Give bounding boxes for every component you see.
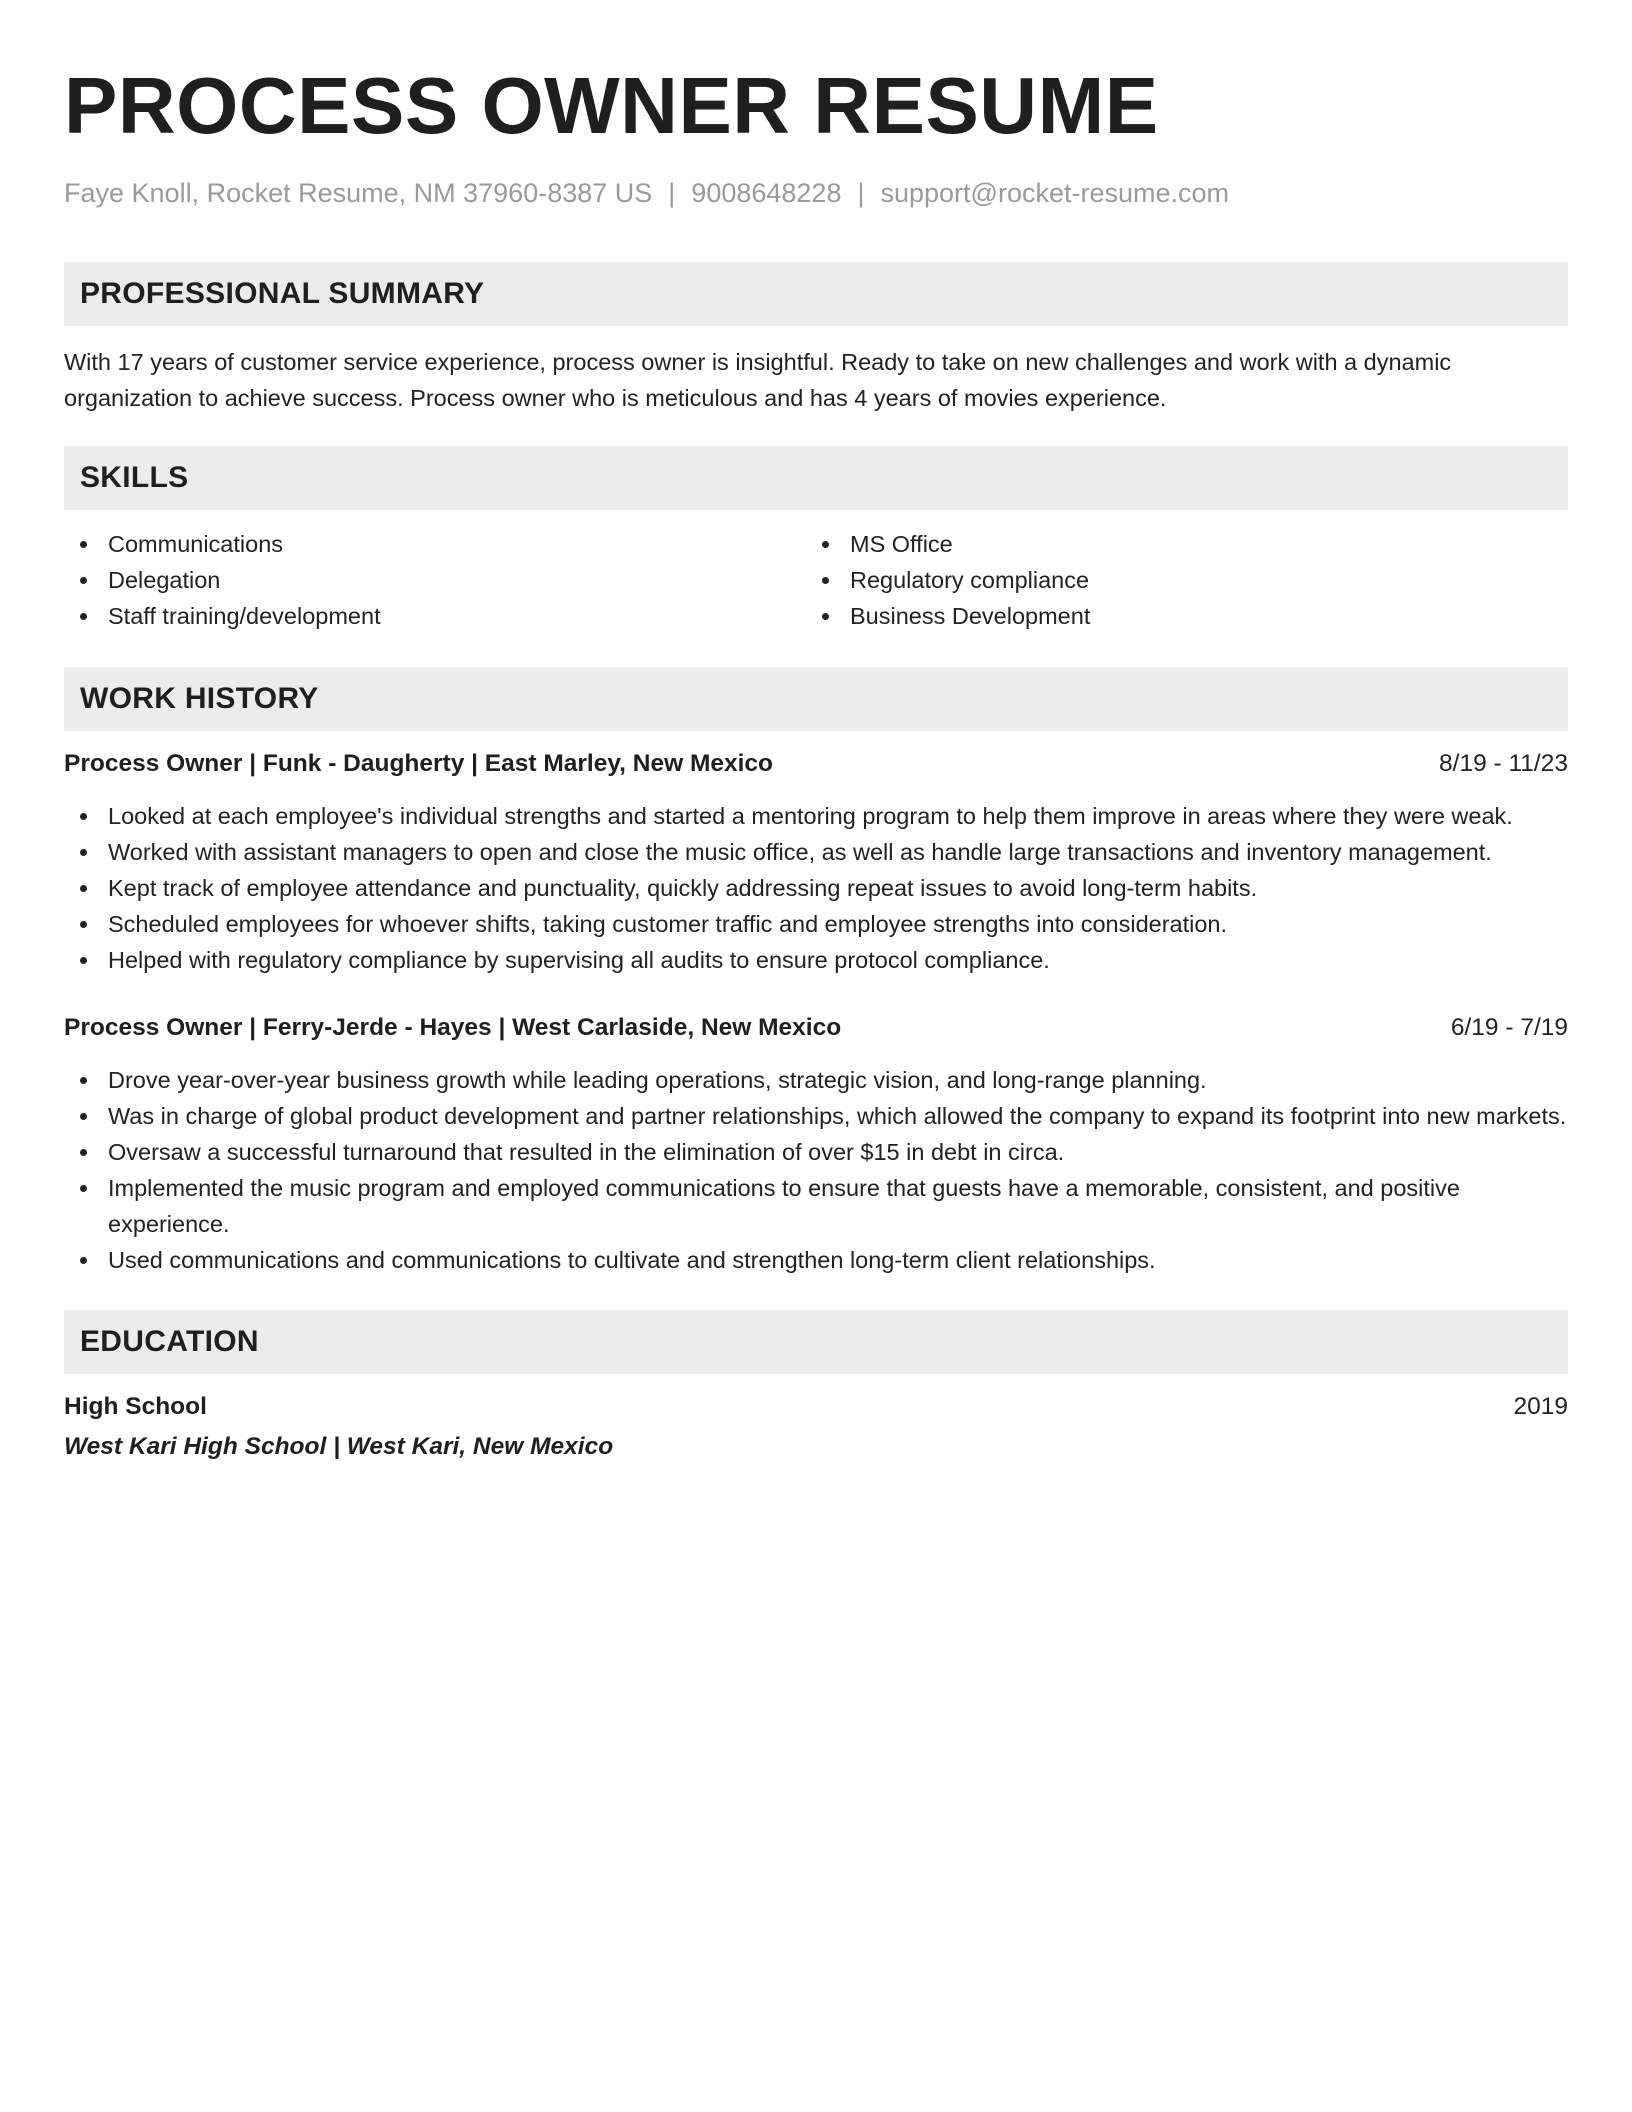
contact-address: Faye Knoll, Rocket Resume, NM 37960-8387 US <box>64 178 653 208</box>
section-heading-summary: PROFESSIONAL SUMMARY <box>64 262 1568 326</box>
education-year: 2019 <box>1513 1393 1568 1420</box>
job-dates: 6/19 - 7/19 <box>1450 1014 1568 1041</box>
skills-column-right <box>806 526 1548 634</box>
skill-item: Business Development <box>806 598 1548 634</box>
job-title: Process Owner | Funk - Daugherty | East Marley, New Mexico <box>64 750 774 777</box>
skill-item: Delegation <box>64 562 806 598</box>
resume-title: PROCESS OWNER RESUME <box>64 61 1159 150</box>
job-bullet: Scheduled employees for whoever shifts, taking customer traffic and employee strengths into consideration. <box>64 906 1568 942</box>
job-bullet: Worked with assistant managers to open and close the music office, as well as handle large transactions and inventory management. <box>64 834 1568 870</box>
skills-list <box>64 526 1568 634</box>
education-degree: High School <box>64 1393 207 1420</box>
education-header <box>64 1390 1568 1424</box>
job-bullet: Kept track of employee attendance and punctuality, quickly addressing repeat issues to avoid long-term habits. <box>64 870 1568 906</box>
job-bullets <box>64 1062 1568 1278</box>
job-dates: 8/19 - 11/23 <box>1439 750 1568 777</box>
job-bullet: Implemented the music program and employed communications to ensure that guests have a memorable, consistent, and positive experience. <box>64 1170 1568 1242</box>
contact-phone: 9008648228 <box>691 178 842 208</box>
job-bullet: Oversaw a successful turnaround that resulted in the elimination of over $15 in debt in circa. <box>64 1134 1568 1170</box>
job-bullet: Looked at each employee's individual strengths and started a mentoring program to help them improve in areas where they were weak. <box>64 798 1568 834</box>
job-title: Process Owner | Ferry-Jerde - Hayes | West Carlaside, New Mexico <box>64 1014 842 1041</box>
job-bullet: Drove year-over-year business growth while leading operations, strategic vision, and long-range planning. <box>64 1062 1568 1098</box>
job-header <box>64 1011 1568 1045</box>
contact-separator: | <box>668 178 676 208</box>
skills-column-left <box>64 526 806 634</box>
skill-item: MS Office <box>806 526 1548 562</box>
summary-text: With 17 years of customer service experience, process owner is insightful. Ready to take on new challenges and work with a dynamic organization to achieve success. Process owner who is meticulous and has 4 years of movies experience. <box>64 349 1452 411</box>
contact-separator: | <box>857 178 865 208</box>
section-heading-education: EDUCATION <box>64 1310 1568 1374</box>
skill-item: Staff training/development <box>64 598 806 634</box>
job-bullet: Helped with regulatory compliance by supervising all audits to ensure protocol compliance. <box>64 942 1568 978</box>
job-header <box>64 747 1568 781</box>
job-bullet: Used communications and communications to cultivate and strengthen long-term client relationships. <box>64 1242 1568 1278</box>
job-bullets <box>64 798 1568 978</box>
skill-item: Regulatory compliance <box>806 562 1548 598</box>
contact-line <box>64 176 1568 210</box>
job-bullet: Was in charge of global product development and partner relationships, which allowed the company to expand its footprint into new markets. <box>64 1098 1568 1134</box>
education-school: West Kari High School | West Kari, New Mexico <box>64 1433 614 1460</box>
section-heading-work-history: WORK HISTORY <box>64 667 1568 731</box>
section-heading-skills: SKILLS <box>64 446 1568 510</box>
contact-email: support@rocket-resume.com <box>880 178 1230 208</box>
skill-item: Communications <box>64 526 806 562</box>
